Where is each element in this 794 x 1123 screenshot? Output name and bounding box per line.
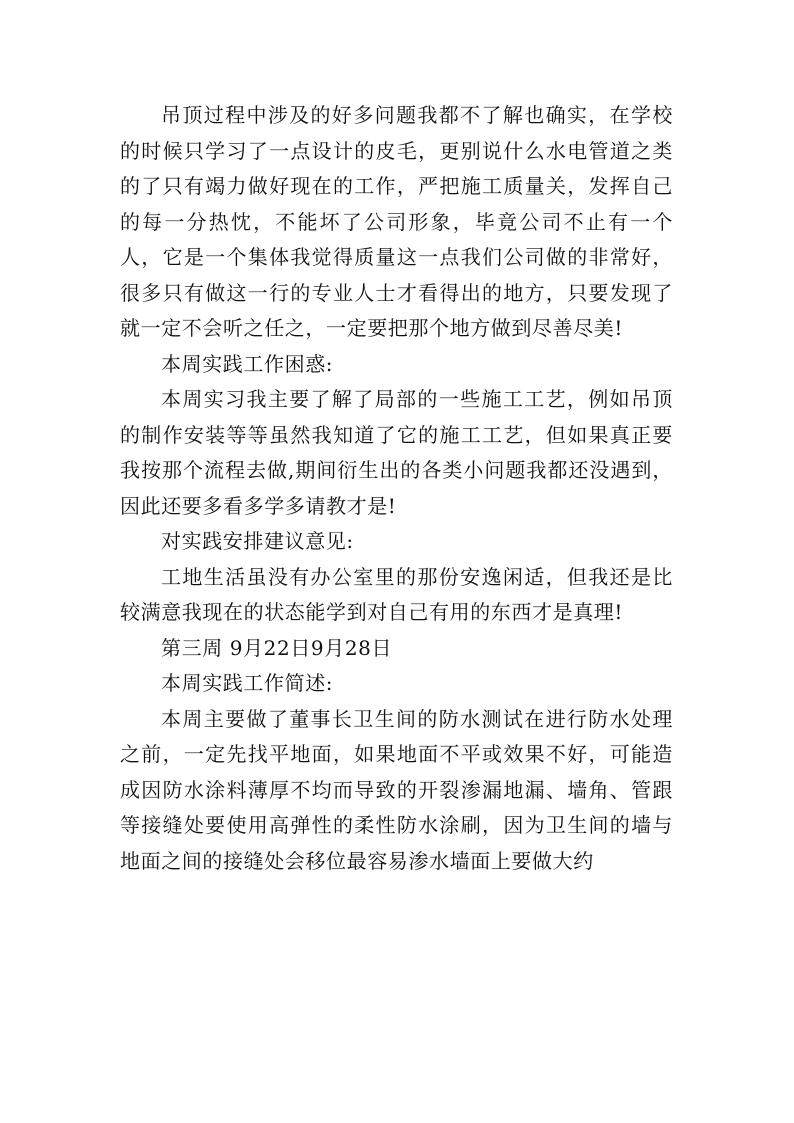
heading-work-summary: 本周实践工作简述: (161, 671, 334, 695)
paragraph-ceiling-issues: 吊顶过程中涉及的好多问题我都不了解也确实，在学校的时候只学习了一点设计的皮毛，更别说什么水电管道之类的了只有竭力做好现在的工作，严把施工质量关，发挥自己的每一分热忱，不能坏了公司形象，毕竟公司不止有一个人，它是一个集体我觉得质量这一点我们公司做的非常好，很多只有做这一行的专业人士才看得出的地方，只要发现了就一定不会听之任之，一定要把那个地方做到尽善尽美! (120, 103, 673, 340)
paragraph-confusion-details: 本周实习我主要了解了局部的一些施工工艺，例如吊顶的制作安装等等虽然我知道了它的施工工艺，但如果真正要我按那个流程去做,期间衍生出的各类小问题我都还没遇到，因此还要多看多学多请教才是! (120, 387, 673, 518)
document-body (120, 98, 673, 879)
heading-suggestions: 对实践安排建议意见: (161, 529, 354, 553)
heading-week-three-dates: 第三周 9月22日9月28日 (161, 635, 393, 660)
heading-weekly-confusion: 本周实践工作困惑: (161, 351, 334, 376)
paragraph-suggestions: 工地生活虽没有办公室里的那份安逸闲适，但我还是比较满意我现在的状态能学到对自己有用的东西才是真理! (120, 564, 673, 624)
paragraph-waterproofing: 本周主要做了董事长卫生间的防水测试在进行防水处理之前，一定先找平地面，如果地面不平或效果不好，可能造成因防水涂料薄厚不均而导致的开裂渗漏地漏、墙角、管跟等接缝处要使用高弹性的柔性防水涂刷，因为卫生间的墙与地面之间的接缝处会移位最容易渗水墙面上要做大约 (120, 706, 673, 873)
